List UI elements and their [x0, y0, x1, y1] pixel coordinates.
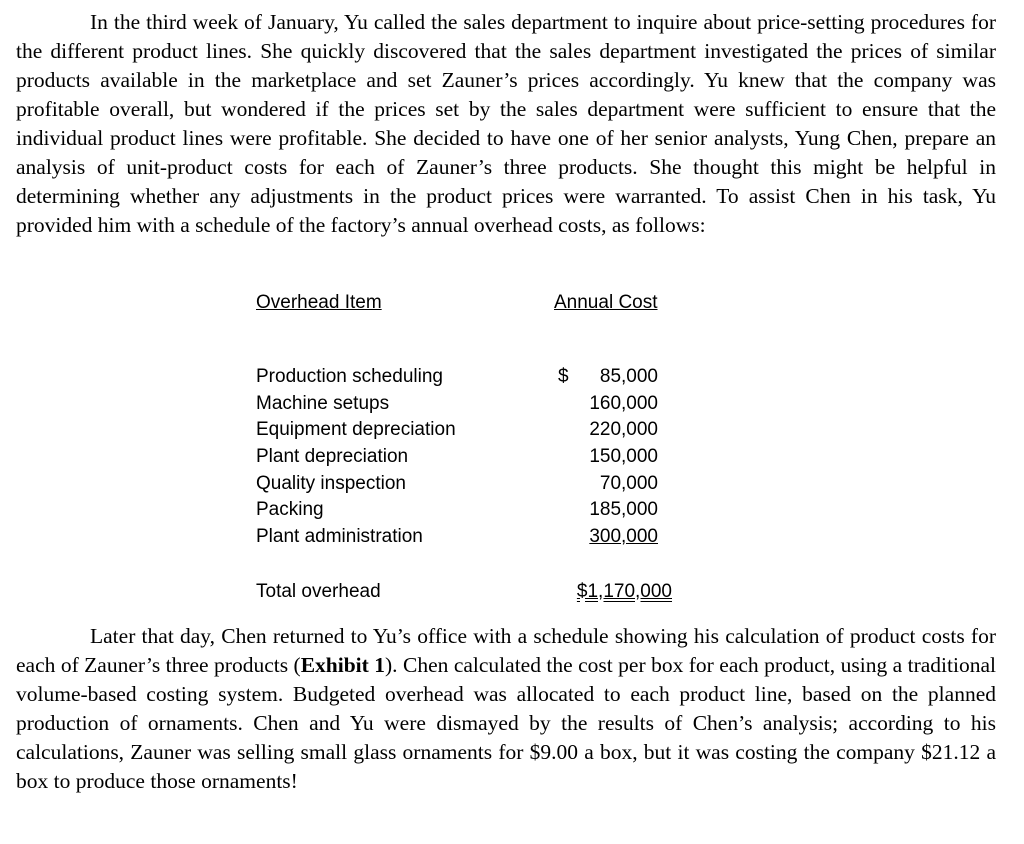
row-cost: 220,000: [589, 419, 658, 441]
overhead-table: [256, 290, 676, 606]
second-paragraph-block: [16, 622, 996, 796]
intro-paragraph: In the third week of January, Yu called the sales department to inquire about price-setting procedures for the different product lines. She quickly discovered that the sales department investigated the prices of similar products available in the marketplace and set Zauner’s prices accordingly. Yu knew that the company was profitable overall, but wondered if the prices set by the sales department were sufficient to ensure that the individual product lines were profitable. She decided to have one of her senior analysts, Yung Chen, prepare an analysis of unit-product costs for each of Zauner’s three products. She thought this might be helpful in determining whether any adjustments in the product prices were warranted. To assist Chen in his task, Yu provided him with a schedule of the factory’s annual overhead costs, as follows:: [16, 10, 996, 237]
row-item: Quality inspection: [256, 472, 406, 494]
row-item: Equipment depreciation: [256, 419, 456, 441]
table-row: [256, 497, 676, 524]
table-row: [256, 444, 676, 471]
exhibit-reference: Exhibit 1: [300, 653, 386, 677]
total-row: [256, 579, 676, 606]
row-cost: 300,000: [589, 526, 658, 548]
table-row: [256, 391, 676, 418]
row-item: Machine setups: [256, 392, 390, 414]
row-cost: 70,000: [599, 472, 658, 494]
row-cost: 85,000: [599, 366, 658, 387]
table-row: [256, 471, 676, 498]
header-overhead-item: Overhead Item: [256, 292, 382, 313]
row-item: Production scheduling: [256, 366, 443, 387]
table-row: [256, 524, 676, 551]
total-label: Total overhead: [256, 580, 381, 602]
header-annual-cost: Annual Cost: [554, 292, 658, 313]
row-cost: 160,000: [589, 392, 658, 414]
second-paragraph-part1: Later that day, Chen returned to Yu’s office with a schedule showing his calculation of product costs for each of Zauner’s three products (: [16, 624, 996, 677]
second-paragraph: [16, 622, 996, 796]
total-value: $1,170,000: [576, 580, 672, 602]
row-cost: 185,000: [589, 499, 658, 521]
table-header-row: [256, 290, 676, 364]
second-paragraph-part2: ). Chen calculated the cost per box for each product, using a traditional volume-based costing system. Budgeted overhead was allocated to each product line, based on the planned production of ornaments. Chen and Yu were dismayed by the results of Chen’s analysis; according to his calculations, Zauner was selling small glass ornaments for $9.00 a box, but it was costing the company $21.12 a box to produce those ornaments!: [16, 653, 996, 793]
document-page: [16, 8, 996, 240]
row-item: Plant depreciation: [256, 446, 409, 468]
currency-symbol: $: [558, 366, 569, 387]
table-row: [256, 417, 676, 444]
row-item: Packing: [256, 499, 324, 521]
table-row: [256, 364, 676, 391]
row-cost: 150,000: [589, 446, 658, 468]
row-item: Plant administration: [256, 526, 423, 548]
